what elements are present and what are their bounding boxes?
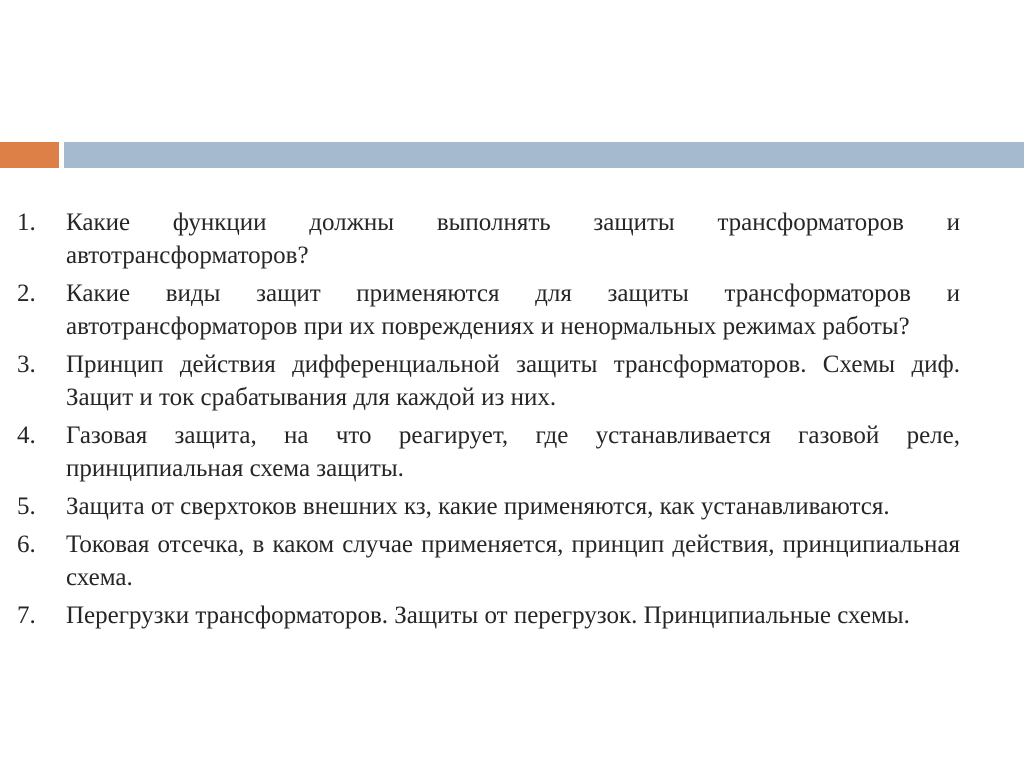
question-text: Токовая отсечка, в каком случае применяется, принцип действия, принципиальная схема. bbox=[66, 531, 960, 591]
header-accent-orange bbox=[0, 142, 59, 168]
question-number: 2. bbox=[17, 280, 36, 307]
question-item bbox=[17, 206, 960, 272]
question-number: 7. bbox=[17, 602, 36, 629]
question-number: 1. bbox=[17, 209, 36, 236]
question-text: Перегрузки трансформаторов. Защиты от перегрузок. Принципиальные схемы. bbox=[66, 602, 910, 629]
question-text: Принцип действия дифференциальной защиты трансформаторов. Схемы диф. Защит и ток срабатывания для каждой из них. bbox=[66, 351, 960, 411]
question-item bbox=[17, 419, 960, 485]
question-list bbox=[17, 206, 960, 637]
header-accent-blue bbox=[64, 142, 1024, 168]
question-number: 3. bbox=[17, 351, 36, 378]
question-item bbox=[17, 599, 960, 632]
question-item bbox=[17, 277, 960, 343]
question-text: Газовая защита, на что реагирует, где устанавливается газовой реле, принципиальная схема защиты. bbox=[66, 422, 960, 482]
question-number: 6. bbox=[17, 531, 36, 558]
question-item bbox=[17, 490, 960, 523]
question-text: Какие виды защит применяются для защиты трансформаторов и автотрансформаторов при их повреждениях и ненормальных режимах работы? bbox=[66, 280, 960, 340]
question-number: 4. bbox=[17, 422, 36, 449]
question-item bbox=[17, 528, 960, 594]
question-item bbox=[17, 348, 960, 414]
question-text: Защита от сверхтоков внешних кз, какие применяются, как устанавливаются. bbox=[66, 493, 890, 520]
question-text: Какие функции должны выполнять защиты трансформаторов и автотрансформаторов? bbox=[66, 209, 960, 269]
header-accent-band bbox=[0, 142, 1024, 168]
question-number: 5. bbox=[17, 493, 36, 520]
